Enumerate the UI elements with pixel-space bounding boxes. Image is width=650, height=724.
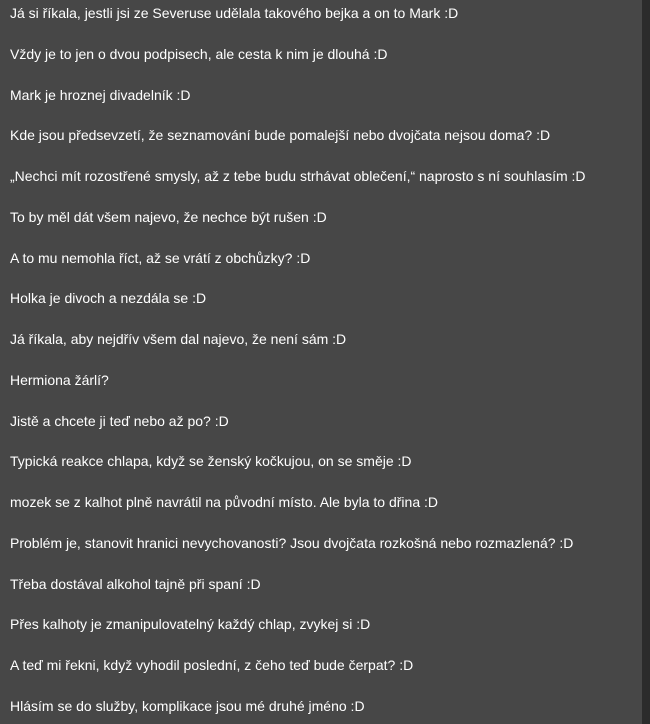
comment-item: Kde jsou předsevzetí, že seznamování bude pomalejší nebo dvojčata nejsou doma? :D xyxy=(10,127,551,143)
comment-item: Hermiona žárlí? xyxy=(10,372,109,388)
comment-item: Vždy je to jen o dvou podpisech, ale cesta k nim je dlouhá :D xyxy=(10,46,388,62)
comment-item: Třeba dostával alkohol tajně při spaní :D xyxy=(10,576,261,592)
comment-item: Já říkala, aby nejdřív všem dal najevo, že není sám :D xyxy=(10,331,347,347)
comment-item: To by měl dát všem najevo, že nechce být rušen :D xyxy=(10,209,327,225)
page-edge xyxy=(642,0,650,724)
comment-item: A teď mi řekni, když vyhodil poslední, z čeho teď bude čerpat? :D xyxy=(10,657,414,673)
comment-item: „Nechci mít rozostřené smysly, až z tebe budu strhávat oblečení,“ naprosto s ní souhlasím :D xyxy=(10,168,586,184)
comment-item: Problém je, stanovit hranici nevychovanosti? Jsou dvojčata rozkošná nebo rozmazlená? :D xyxy=(10,535,574,551)
comment-item: Holka je divoch a nezdála se :D xyxy=(10,290,207,306)
comment-item: mozek se z kalhot plně navrátil na původní místo. Ale byla to dřina :D xyxy=(10,494,439,510)
comment-item: Hlásím se do služby, komplikace jsou mé druhé jméno :D xyxy=(10,698,365,714)
comment-item: Jistě a chcete ji teď nebo až po? :D xyxy=(10,413,229,429)
comment-item: A to mu nemohla říct, až se vrátí z obchůzky? :D xyxy=(10,250,311,266)
comment-item: Přes kalhoty je zmanipulovatelný každý chlap, zvykej si :D xyxy=(10,616,371,632)
comment-item: Já si říkala, jestli jsi ze Severuse udělala takového bejka a on to Mark :D xyxy=(10,5,459,21)
comment-item: Typická reakce chlapa, když se ženský kočkujou, on se směje :D xyxy=(10,453,412,469)
comment-item: Mark je hroznej divadelník :D xyxy=(10,87,191,103)
